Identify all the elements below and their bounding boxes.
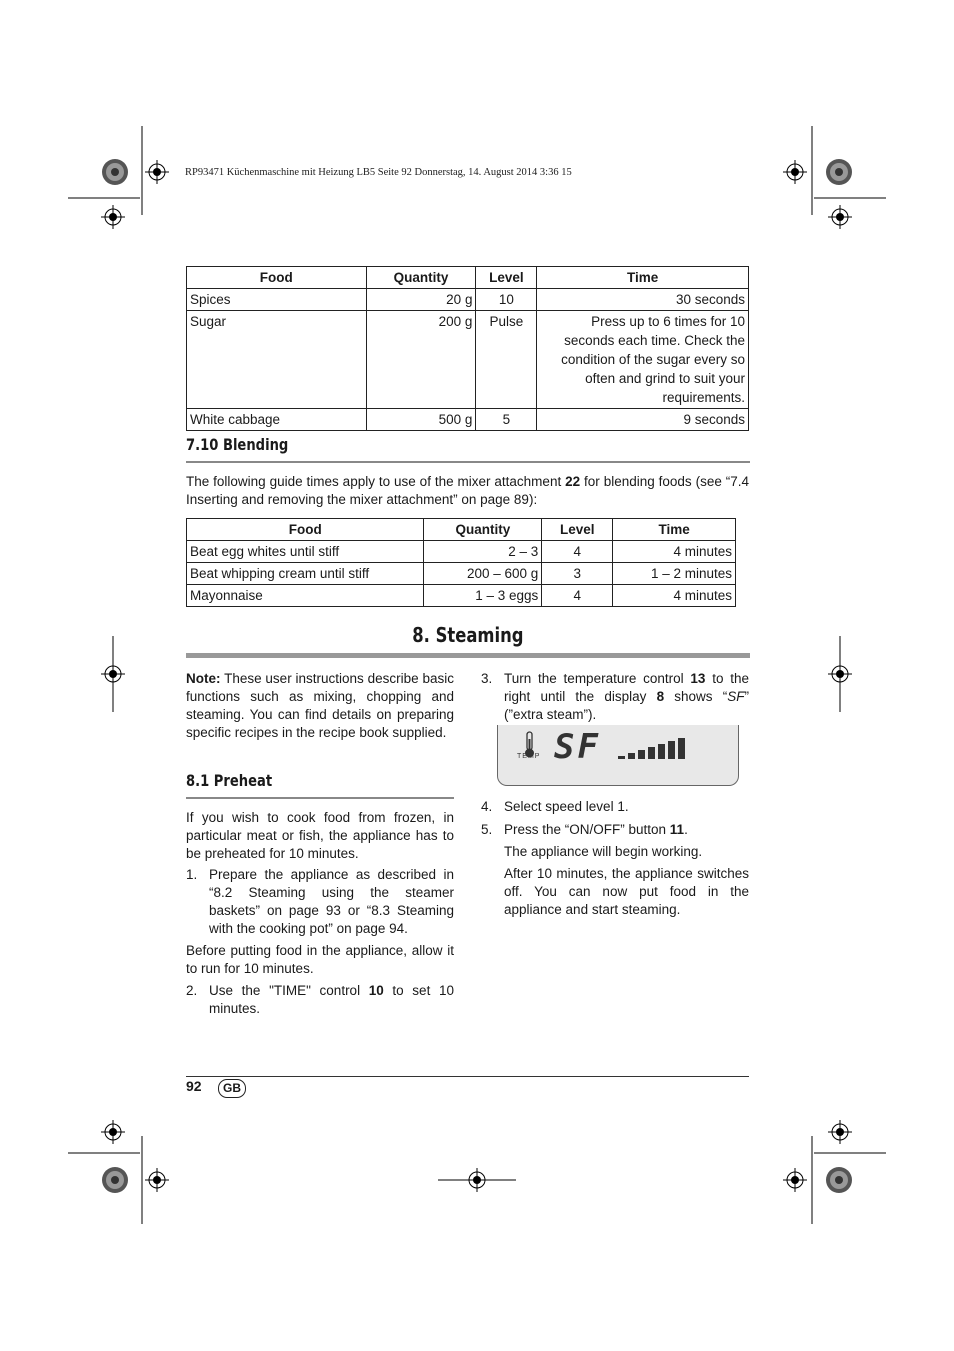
list-item: 3. Turn the temperature control 13 to the right until the display 8 shows “SF” (”extra steam”).	[481, 671, 749, 722]
lcd-readout: SF	[554, 727, 601, 767]
cell-quantity: 2 – 3	[424, 541, 542, 563]
level-bar	[648, 747, 655, 759]
col-food: Food	[187, 519, 424, 541]
lcd-temp-label: TEMP	[517, 753, 541, 760]
level-bar	[668, 741, 675, 759]
cell-food: Beat egg whites until stiff	[187, 541, 424, 563]
cell-level: 3	[542, 563, 613, 585]
subsection-heading-preheat: 8.1 Preheat	[186, 771, 273, 790]
table-row	[187, 311, 749, 409]
page-number: 92	[186, 1078, 202, 1094]
level-bar	[638, 750, 645, 759]
table-header-row	[187, 519, 736, 541]
cell-time: 4 minutes	[613, 541, 736, 563]
level-bar	[618, 756, 625, 759]
time-line: often and grind to suit your	[585, 371, 745, 386]
list-item: 4. Select speed level 1.	[481, 799, 629, 814]
cell-food: Beat whipping cream until stiff	[187, 563, 424, 585]
before-paragraph: Before putting food in the appliance, allow it to run for 10 minutes.	[186, 943, 454, 976]
time-line: seconds each time. Check the	[564, 333, 745, 348]
chapter-heading-steaming: 8. Steaming	[412, 623, 524, 647]
cell-quantity: 20 g	[366, 289, 476, 311]
lcd-display	[497, 725, 739, 786]
level-bars	[618, 737, 693, 761]
section-heading-blending: 7.10 Blending	[186, 435, 289, 454]
cell-time	[537, 311, 749, 409]
cell-time: 9 seconds	[537, 409, 749, 431]
list-item: 2. Use the "TIME" control 10 to set 10 minutes.	[186, 983, 454, 1016]
table-row	[187, 541, 736, 563]
time-line: condition of the sugar every so	[561, 352, 745, 367]
level-bar	[628, 753, 635, 759]
list-item: 1. Prepare the appliance as described in “8.2 Steaming using the steamer baskets” on page 93 or “8.3 Steaming with the cooking pot” on page 94.	[186, 867, 454, 936]
col-level: Level	[542, 519, 613, 541]
cell-food: White cabbage	[187, 409, 367, 431]
level-bar	[658, 744, 665, 759]
cell-time: 4 minutes	[613, 585, 736, 607]
col-time: Time	[537, 267, 749, 289]
table-row	[187, 585, 736, 607]
after-step5-line2: After 10 minutes, the appliance switches off. You can now put food in the appliance and start steaming.	[504, 866, 749, 917]
col-quantity: Quantity	[424, 519, 542, 541]
preheat-intro: If you wish to cook food from frozen, in particular meat or fish, the appliance has to be preheated for 10 minutes.	[186, 810, 454, 861]
table-row	[187, 289, 749, 311]
level-bar	[678, 738, 685, 759]
cell-quantity: 500 g	[366, 409, 476, 431]
cell-level: 5	[476, 409, 537, 431]
col-food: Food	[187, 267, 367, 289]
cell-quantity: 200 g	[366, 311, 476, 409]
cell-level: 4	[542, 585, 613, 607]
blending-table	[186, 518, 736, 607]
col-quantity: Quantity	[366, 267, 476, 289]
table-row	[187, 563, 736, 585]
cell-level: 4	[542, 541, 613, 563]
time-line: Press up to 6 times for 10	[591, 314, 745, 329]
cell-time: 30 seconds	[537, 289, 749, 311]
list-item: 5. Press the “ON/OFF” button 11.	[481, 822, 688, 837]
col-level: Level	[476, 267, 537, 289]
heading-rule	[186, 461, 750, 463]
cell-quantity: 1 – 3 eggs	[424, 585, 542, 607]
print-header: RP93471 Küchenmaschine mit Heizung LB5 Seite 92 Donnerstag, 14. August 2014 3:36 15	[185, 167, 572, 178]
language-badge: GB	[218, 1079, 246, 1098]
cell-level: Pulse	[476, 311, 537, 409]
note-paragraph: Note: These user instructions describe basic functions such as mixing, chopping and steaming. You can find details on preparing specific recipes in the recipe book supplied.	[186, 671, 454, 740]
chapter-rule	[186, 653, 750, 658]
cell-quantity: 200 – 600 g	[424, 563, 542, 585]
cell-food: Sugar	[187, 311, 367, 409]
cell-time: 1 – 2 minutes	[613, 563, 736, 585]
heading-rule	[186, 797, 454, 799]
after-step5-line1: The appliance will begin working.	[504, 844, 703, 859]
time-line: requirements.	[662, 390, 745, 405]
col-time: Time	[613, 519, 736, 541]
blending-intro: The following guide times apply to use of the mixer attachment 22 for blending foods (see “7.4 Inserting and removing the mixer attachment” on page 89):	[186, 474, 749, 507]
table-row	[187, 409, 749, 431]
table-header-row	[187, 267, 749, 289]
cell-level: 10	[476, 289, 537, 311]
cell-food: Spices	[187, 289, 367, 311]
footer-rule	[186, 1076, 749, 1077]
cell-food: Mayonnaise	[187, 585, 424, 607]
grinding-table	[186, 266, 749, 431]
